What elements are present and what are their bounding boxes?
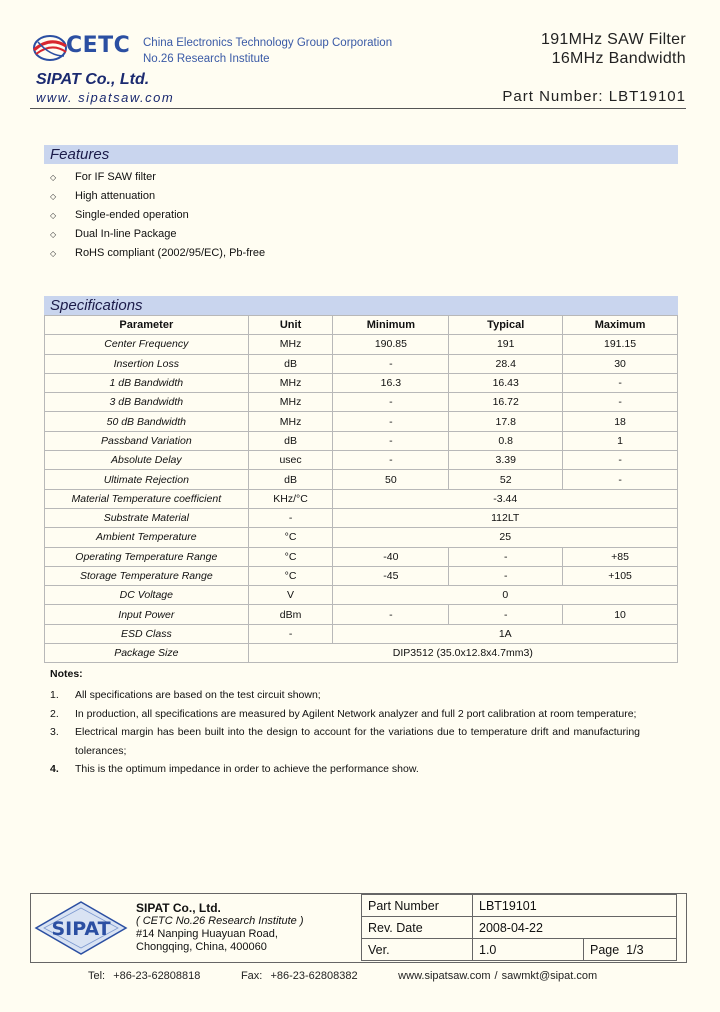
version-label-cell: Ver. [362,939,473,961]
note-text: All specifications are based on the test circuit shown; [75,689,321,701]
column-header: Minimum [333,316,449,335]
unit-cell: dB [248,354,333,373]
footer-address-line-1: #14 Nanping Huayuan Road, [136,928,278,940]
min-cell: - [333,431,449,450]
org-line-1: China Electronics Technology Group Corporation [143,37,393,49]
max-cell: - [563,393,678,412]
company-website[interactable]: www. sipatsaw.com [36,90,175,105]
footer-company: SIPAT Co., Ltd. [136,901,221,915]
part-number-cell: LBT19101 [473,895,677,917]
typ-cell: - [449,605,563,624]
feature-item: ◇ Single-ended operation [50,206,265,225]
typ-cell: 16.43 [449,373,563,392]
table-row [45,508,678,527]
specifications-body [45,335,678,663]
min-cell: - [333,605,449,624]
min-cell: 50 [333,470,449,489]
max-cell: - [563,451,678,470]
min-cell: -45 [333,566,449,585]
param-cell: Material Temperature coefficient [45,489,249,508]
max-cell: 30 [563,354,678,373]
note-number: 4. [50,763,59,776]
table-row [45,470,678,489]
param-cell: Ultimate Rejection [45,470,249,489]
organization-name [143,35,392,67]
table-row [362,917,677,939]
table-row [45,547,678,566]
table-row [45,624,678,643]
param-cell: Storage Temperature Range [45,566,249,585]
min-cell: - [333,393,449,412]
param-cell: Substrate Material [45,508,249,527]
specifications-table [44,315,678,663]
note-text: Electrical margin has been built into the design to account for the variations due to temperature drift and manufacturing tolerances; [75,726,640,757]
param-cell: Package Size [45,644,249,663]
unit-cell: dB [248,470,333,489]
param-cell: Passband Variation [45,431,249,450]
unit-cell: MHz [248,335,333,354]
table-row [45,489,678,508]
typ-cell: 28.4 [449,354,563,373]
param-cell: 1 dB Bandwidth [45,373,249,392]
notes-list [50,686,640,779]
param-cell: Ambient Temperature [45,528,249,547]
note-item [50,760,640,779]
unit-cell: usec [248,451,333,470]
note-number: 2. [50,707,59,720]
unit-cell: - [248,508,333,527]
part-number-value: LBT19101 [608,88,686,105]
unit-cell: °C [248,528,333,547]
product-line-2: 16MHz Bandwidth [551,50,686,67]
table-row [45,528,678,547]
table-row [45,354,678,373]
unit-cell: V [248,586,333,605]
footer-contact: Tel: +86-23-62808818 Fax: +86-23-62808382 www.sipatsaw.com / sawmkt@sipat.com [88,970,598,982]
footer-info-table [361,894,677,961]
product-line-1: 191MHz SAW Filter [541,31,686,48]
param-cell: ESD Class [45,624,249,643]
min-cell: - [333,354,449,373]
min-cell: 16.3 [333,373,449,392]
unit-cell: dB [248,431,333,450]
footer-address [136,902,304,954]
max-cell: 10 [563,605,678,624]
table-row [362,939,677,961]
specifications-title: Specifications [44,296,678,315]
max-cell: 191.15 [563,335,678,354]
max-cell: +105 [563,566,678,585]
column-header: Maximum [563,316,678,335]
page-number: 1/3 [626,942,644,957]
table-row [45,373,678,392]
table-row [45,412,678,431]
table-row [45,644,678,663]
typ-cell: 191 [449,335,563,354]
value-cell: 112LT [333,508,678,527]
footer-address-line-2: Chongqing, China, 400060 [136,941,267,953]
footer-institute: ( CETC No.26 Research Institute ) [136,915,304,927]
notes-title: Notes: [50,668,83,680]
typ-cell: - [449,566,563,585]
page-label: Page [590,942,620,957]
param-cell: Center Frequency [45,335,249,354]
max-cell: - [563,470,678,489]
typ-cell: 16.72 [449,393,563,412]
min-cell: - [333,451,449,470]
typ-cell: 0.8 [449,431,563,450]
max-cell: - [563,373,678,392]
table-row [45,431,678,450]
unit-cell: KHz/°C [248,489,333,508]
feature-item: ◇ For IF SAW filter [50,168,265,187]
cetc-logo-text: CETC [66,33,131,58]
unit-cell: - [248,624,333,643]
org-line-2: No.26 Research Institute [143,53,270,65]
unit-cell: MHz [248,373,333,392]
unit-cell: MHz [248,393,333,412]
value-cell: 25 [333,528,678,547]
min-cell: 190.85 [333,335,449,354]
typ-cell: 3.39 [449,451,563,470]
max-cell: 1 [563,431,678,450]
unit-cell: MHz [248,412,333,431]
feature-item: ◇ RoHS compliant (2002/95/EC), Pb-free [50,244,265,263]
unit-cell: dBm [248,605,333,624]
part-number-heading [502,88,686,105]
version-cell: 1.0 [473,939,584,961]
rev-date-label-cell: Rev. Date [362,917,473,939]
note-number: 1. [50,689,59,701]
table-row [362,895,677,917]
feature-item: ◇ High attenuation [50,187,265,206]
value-cell: DIP3512 (35.0x12.8x4.7mm3) [248,644,677,663]
min-cell: -40 [333,547,449,566]
sipat-logo-text: SIPAT [51,918,111,940]
column-header: Parameter [45,316,249,335]
part-number-label-cell: Part Number [362,895,473,917]
column-header: Unit [248,316,333,335]
features-title: Features [44,145,678,164]
param-cell: Absolute Delay [45,451,249,470]
note-item [50,705,640,724]
param-cell: 3 dB Bandwidth [45,393,249,412]
unit-cell: °C [248,547,333,566]
feature-item: ◇ Dual In-line Package [50,225,265,244]
header-divider [30,108,686,109]
param-cell: Operating Temperature Range [45,547,249,566]
table-row [45,335,678,354]
table-row [45,586,678,605]
table-row [45,605,678,624]
value-cell: 0 [333,586,678,605]
features-list [50,168,265,263]
note-text: In production, all specifications are measured by Agilent Network analyzer and full 2 port calibration at room temperature; [75,707,637,720]
rev-date-cell: 2008-04-22 [473,917,677,939]
value-cell: -3.44 [333,489,678,508]
max-cell: 18 [563,412,678,431]
sipat-logo-icon [34,900,128,956]
typ-cell: - [449,547,563,566]
note-number: 3. [50,726,59,739]
note-item [50,686,640,705]
param-cell: Input Power [45,605,249,624]
value-cell: 1A [333,624,678,643]
param-cell: 50 dB Bandwidth [45,412,249,431]
part-number-label: Part Number: [502,88,604,105]
table-row [45,566,678,585]
company-name: SIPAT Co., Ltd. [36,71,150,88]
table-header-row [45,316,678,335]
page-cell [584,939,677,961]
min-cell: - [333,412,449,431]
typ-cell: 17.8 [449,412,563,431]
max-cell: +85 [563,547,678,566]
note-item [50,723,640,760]
column-header: Typical [449,316,563,335]
note-text: This is the optimum impedance in order to achieve the performance show. [75,763,419,776]
product-title [541,30,686,68]
table-row [45,451,678,470]
unit-cell: °C [248,566,333,585]
table-row [45,393,678,412]
param-cell: Insertion Loss [45,354,249,373]
param-cell: DC Voltage [45,586,249,605]
typ-cell: 52 [449,470,563,489]
